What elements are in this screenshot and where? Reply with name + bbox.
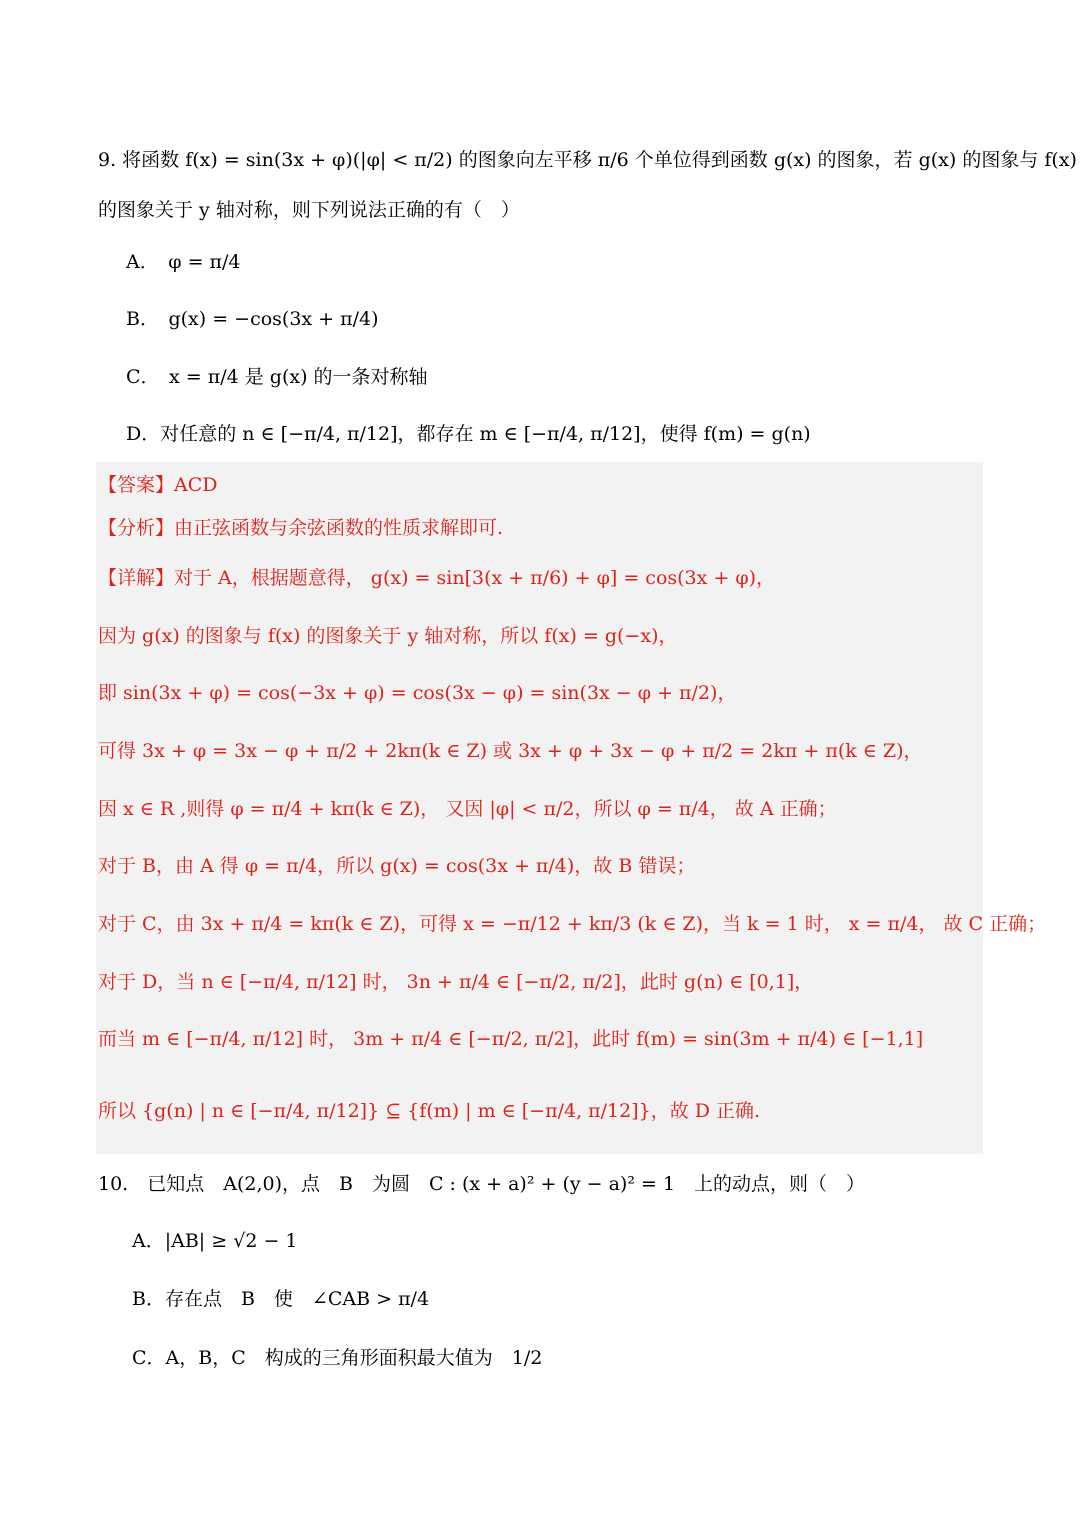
detail-line-5: 因 x ∈ R ,则得 φ = π/4 + kπ(k ∈ Z)， 又因 |φ| < π/2，所以 φ = π/4， 故 A 正确； [98, 798, 837, 820]
detail-line-9: 而当 m ∈ [−π/4, π/12] 时， 3m + π/4 ∈ [−π/2, π/2]，此时 f(m) = sin(3m + π/4) ∈ [−1,1] [98, 1028, 924, 1050]
q9-option-c: C． x = π/4 是 g(x) 的一条对称轴 [126, 366, 428, 388]
detail-line-10: 所以 {g(n) | n ∈ [−π/4, π/12]} ⊆ {f(m) | m ∈ [−π/4, π/12]}，故 D 正确. [98, 1100, 761, 1122]
q10-option-a: A．|AB| ≥ √2 − 1 [132, 1230, 298, 1252]
q9-option-b: B． g(x) = −cos(3x + π/4) [126, 308, 379, 330]
detail-line-2: 因为 g(x) 的图象与 f(x) 的图象关于 y 轴对称，所以 f(x) = g(−x)， [98, 625, 678, 647]
q9-option-d: D．对任意的 n ∈ [−π/4, π/12]，都存在 m ∈ [−π/4, π/12]，使得 f(m) = g(n) [126, 423, 811, 445]
answer-line: 【答案】ACD [98, 474, 218, 496]
q9-option-a: A． φ = π/4 [126, 251, 241, 273]
detail-line-4: 可得 3x + φ = 3x − φ + π/2 + 2kπ(k ∈ Z) 或 3x + φ + 3x − φ + π/2 = 2kπ + π(k ∈ Z)， [98, 740, 923, 762]
detail-line-7: 对于 C，由 3x + π/4 = kπ(k ∈ Z)，可得 x = −π/12 + kπ/3 (k ∈ Z)，当 k = 1 时， x = π/4， 故 C 正确； [98, 913, 1047, 935]
q10-option-c: C．A，B，C 构成的三角形面积最大值为 1/2 [132, 1347, 543, 1369]
q9-stem-line-2: 的图象关于 y 轴对称，则下列说法正确的有（ ） [98, 199, 520, 221]
q9-stem-line-1: 9. 将函数 f(x) = sin(3x + φ)(|φ| < π/2) 的图象向左平移 π/6 个单位得到函数 g(x) 的图象，若 g(x) 的图象与 f(x) [98, 149, 1077, 171]
detail-line-8: 对于 D，当 n ∈ [−π/4, π/12] 时， 3n + π/4 ∈ [−π/2, π/2]，此时 g(n) ∈ [0,1]， [98, 971, 814, 993]
detail-line-6: 对于 B，由 A 得 φ = π/4，所以 g(x) = cos(3x + π/4)，故 B 错误； [98, 855, 696, 877]
q10-stem: 10. 已知点 A(2,0)，点 B 为圆 C : (x + a)² + (y − a)² = 1 上的动点，则（ ） [98, 1173, 866, 1195]
analysis-line: 【分析】由正弦函数与余弦函数的性质求解即可. [98, 517, 504, 539]
q10-option-b: B．存在点 B 使 ∠CAB > π/4 [132, 1288, 430, 1310]
detail-line-1: 【详解】对于 A，根据题意得， g(x) = sin[3(x + π/6) + φ] = cos(3x + φ)， [98, 567, 776, 589]
detail-line-3: 即 sin(3x + φ) = cos(−3x + φ) = cos(3x − φ) = sin(3x − φ + π/2)， [98, 682, 737, 704]
